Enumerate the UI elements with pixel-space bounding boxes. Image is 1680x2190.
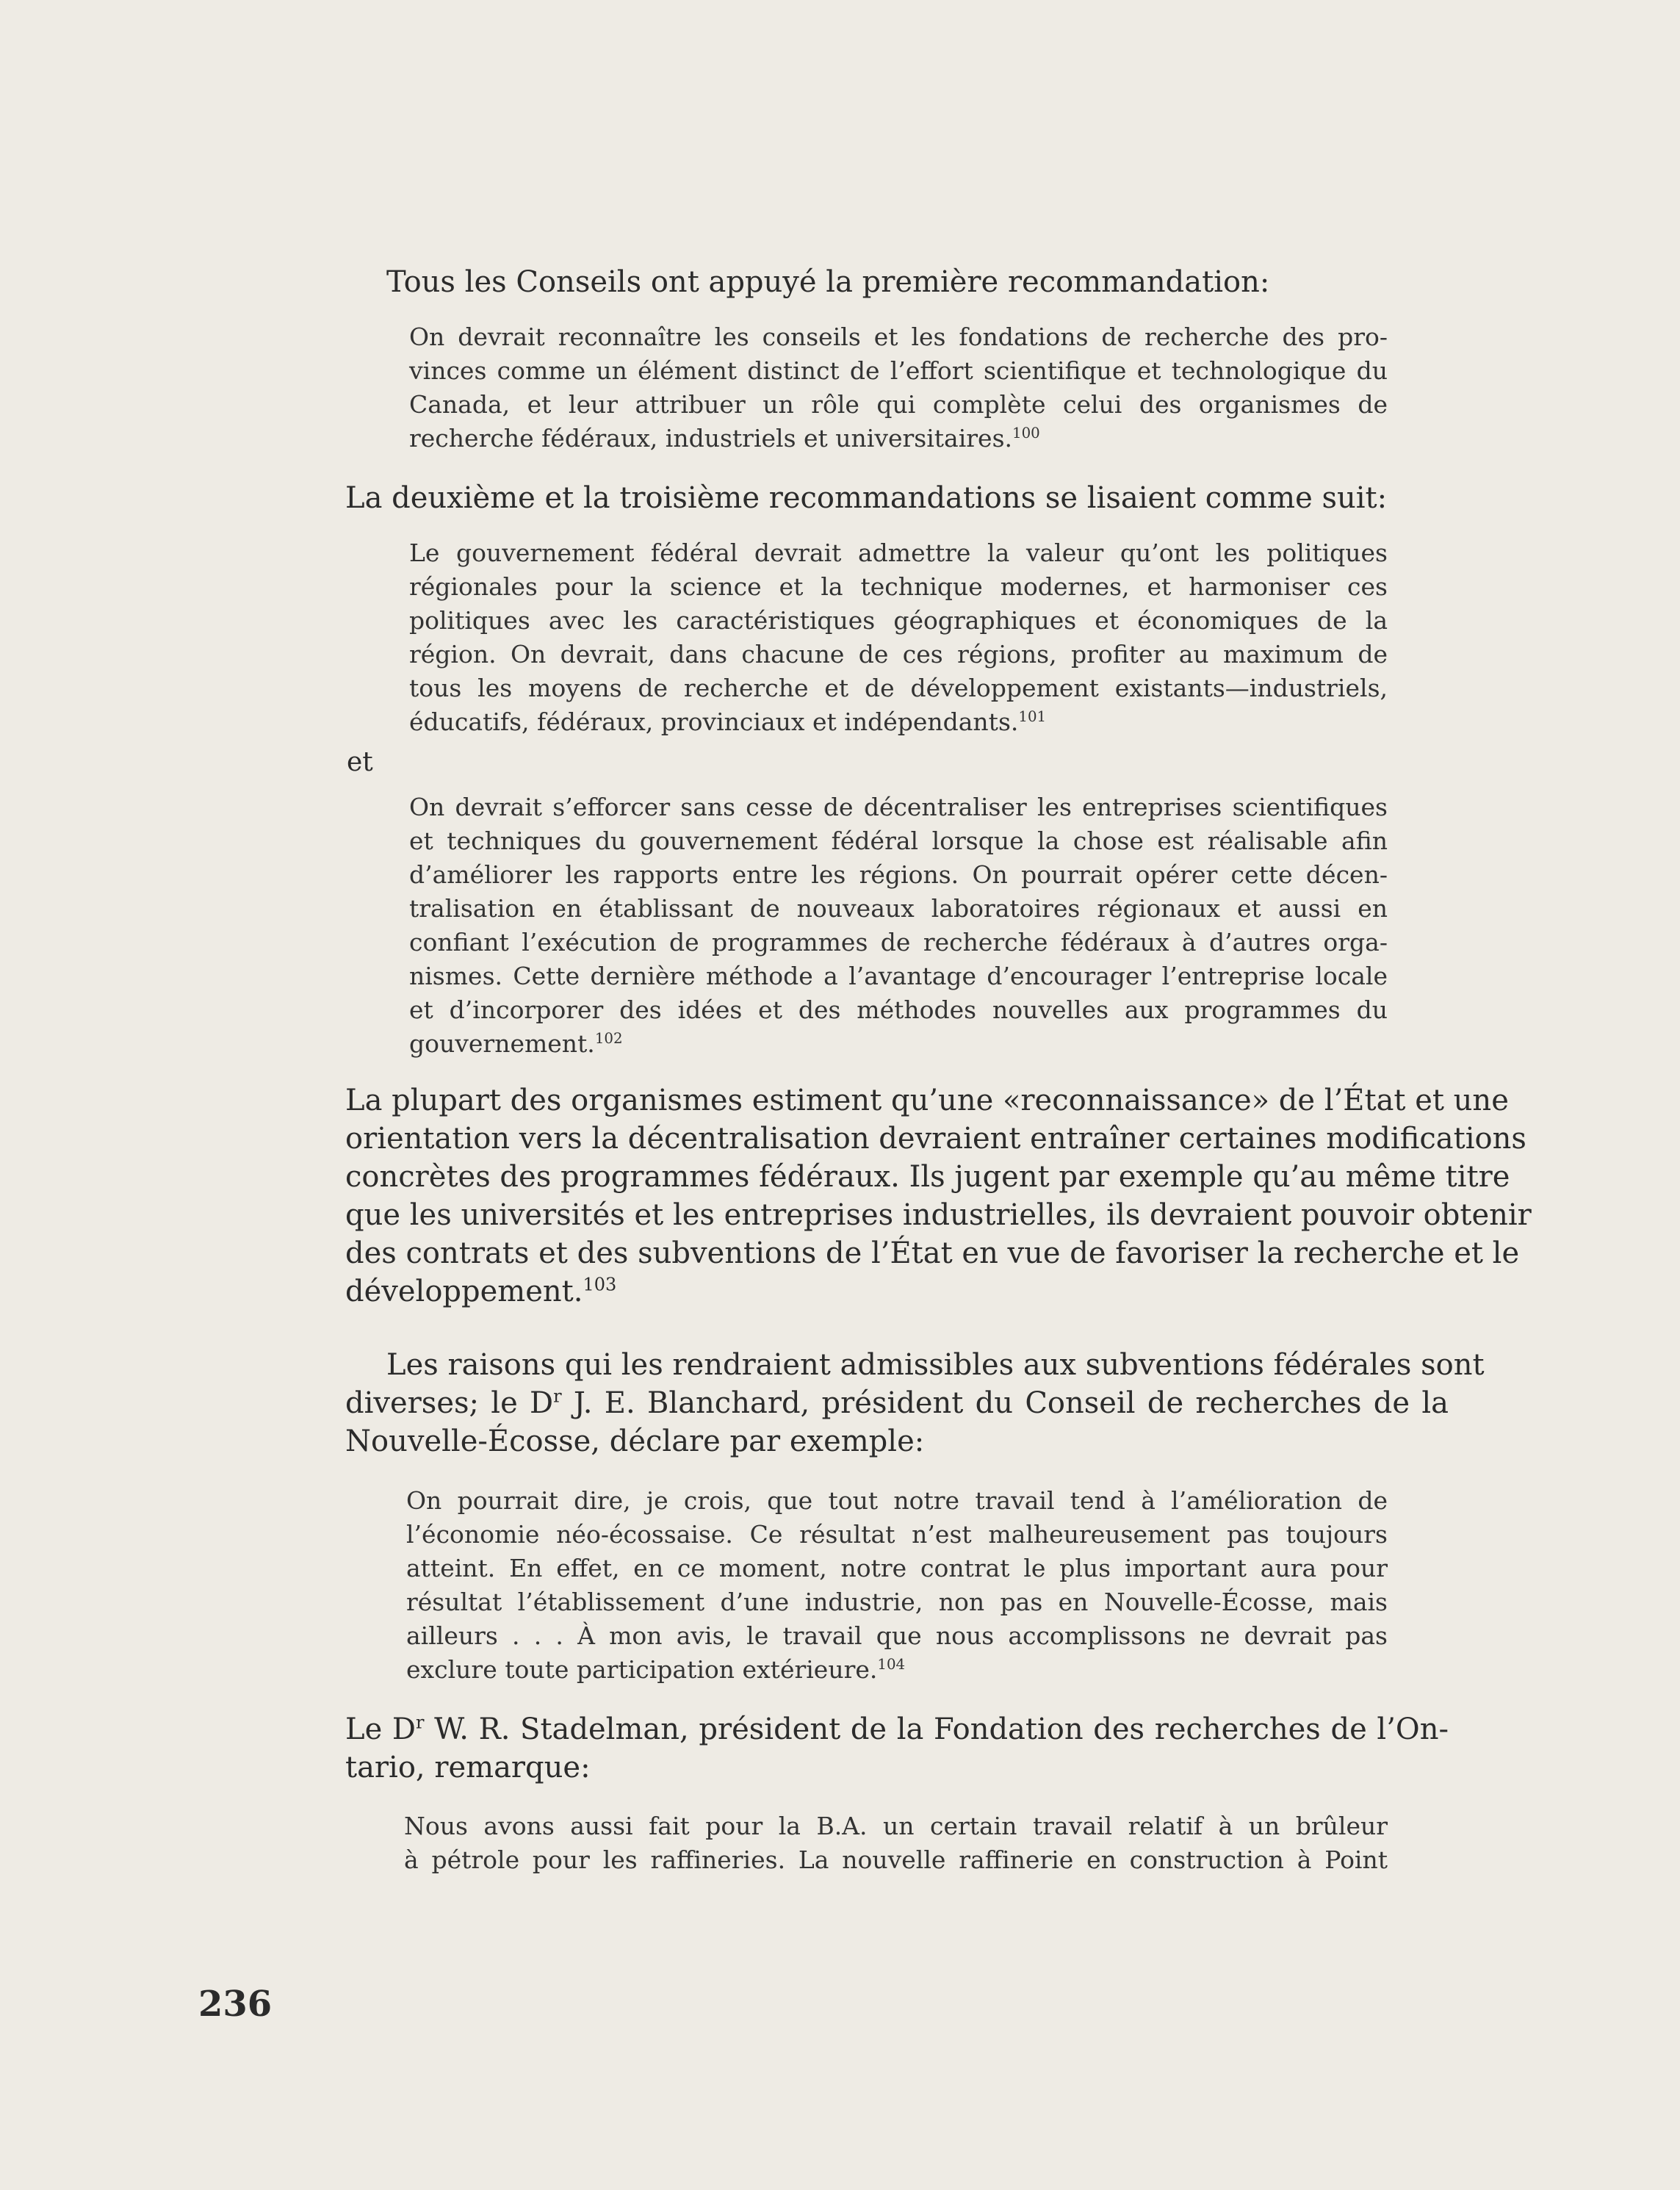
quote-line: Nous avons aussi fait pour la B.A. un certain travail relatif à un brûleur bbox=[404, 1812, 1388, 1840]
body-line: des contrats et des subventions de l’État en vue de favoriser la recherche et le bbox=[345, 1236, 1520, 1270]
body-line bbox=[345, 1710, 1449, 1748]
body-line: orientation vers la décentralisation devraient entraîner certaines modifications bbox=[345, 1122, 1526, 1156]
quote-line: tralisation en établissant de nouveaux laboratoires régionaux et aussi en bbox=[409, 894, 1388, 923]
quote-line-last bbox=[406, 1653, 905, 1687]
quote-line: à pétrole pour les raffineries. La nouvelle raffinerie en construction à Point bbox=[404, 1845, 1388, 1874]
quote-text: gouvernement. bbox=[409, 1029, 595, 1058]
quote-line: atteint. En effet, en ce moment, notre contrat le plus important aura pour bbox=[406, 1554, 1388, 1582]
quote-line-last bbox=[409, 705, 1046, 739]
quote-line: l’économie néo-écossaise. Ce résultat n’est malheureusement pas toujours bbox=[406, 1520, 1388, 1549]
quote-line: région. On devrait, dans chacune de ces régions, profiter au maximum de bbox=[409, 640, 1388, 669]
intro-line-2: La deuxième et la troisième recommandations se lisaient comme suit: bbox=[345, 481, 1388, 515]
quote-line: tous les moyens de recherche et de développement existants—industriels, bbox=[409, 674, 1388, 702]
body-line: Les raisons qui les rendraient admissibles aux subventions fédérales sont bbox=[386, 1348, 1485, 1382]
body-line: La plupart des organismes estiment qu’une «reconnaissance» de l’État et une bbox=[345, 1084, 1509, 1117]
quote-text: exclure toute participation extérieure. bbox=[406, 1655, 878, 1684]
quote-line: d’améliorer les rapports entre les régions. On pourrait opérer cette décen- bbox=[409, 860, 1388, 889]
quote-line: et d’incorporer des idées et des méthodes nouvelles aux programmes du bbox=[409, 995, 1388, 1024]
quote-line: confiant l’exécution de programmes de recherche fédéraux à d’autres orga- bbox=[409, 928, 1388, 957]
footnote-ref: 102 bbox=[594, 1030, 623, 1047]
intro-line: Tous les Conseils ont appuyé la première recommandation: bbox=[386, 265, 1270, 299]
footnote-ref: 101 bbox=[1018, 708, 1047, 725]
quote-line: On devrait reconnaître les conseils et les fondations de recherche des pro- bbox=[409, 323, 1388, 351]
body-line: que les universités et les entreprises industrielles, ils devraient pouvoir obtenir bbox=[345, 1198, 1532, 1232]
quote-line: On pourrait dire, je crois, que tout notre travail tend à l’amélioration de bbox=[406, 1486, 1388, 1515]
page-number: 236 bbox=[198, 1984, 273, 2025]
body-line-last: Nouvelle-Écosse, déclare par exemple: bbox=[345, 1424, 925, 1458]
body-text: J. E. Blanchard, président du Conseil de recherches de la bbox=[561, 1386, 1449, 1420]
quote-line: nismes. Cette dernière méthode a l’avantage d’encourager l’entreprise locale bbox=[409, 962, 1388, 990]
quote-line: Le gouvernement fédéral devrait admettre la valeur qu’ont les politiques bbox=[409, 539, 1388, 567]
body-text: W. R. Stadelman, président de la Fondation des recherches de l’On- bbox=[424, 1712, 1449, 1746]
quote-line: résultat l’établissement d’une industrie, non pas en Nouvelle-Écosse, mais bbox=[406, 1588, 1388, 1616]
quote-line-last bbox=[409, 1027, 623, 1061]
body-line: concrètes des programmes fédéraux. Ils jugent par exemple qu’au même titre bbox=[345, 1160, 1510, 1194]
quote-line: Canada, et leur attribuer un rôle qui complète celui des organismes de bbox=[409, 390, 1388, 419]
quote-line: politiques avec les caractéristiques géographiques et économiques de la bbox=[409, 606, 1388, 635]
quote-line: ailleurs . . . À mon avis, le travail que nous accomplissons ne devrait pas bbox=[406, 1621, 1388, 1650]
body-text: Le D bbox=[345, 1712, 416, 1746]
body-line bbox=[345, 1384, 1449, 1422]
body-line-last bbox=[345, 1272, 616, 1311]
body-line-last: tario, remarque: bbox=[345, 1751, 591, 1784]
footnote-ref: 103 bbox=[583, 1274, 617, 1295]
quote-text: recherche fédéraux, industriels et universitaires. bbox=[409, 424, 1013, 453]
superscript-r: r bbox=[553, 1386, 562, 1407]
quote-line: et techniques du gouvernement fédéral lorsque la chose est réalisable afin bbox=[409, 826, 1388, 855]
quote-line: régionales pour la science et la technique modernes, et harmoniser ces bbox=[409, 572, 1388, 601]
footnote-ref: 104 bbox=[877, 1656, 906, 1673]
body-text: développement. bbox=[345, 1275, 583, 1308]
quote-text: éducatifs, fédéraux, provinciaux et indépendants. bbox=[409, 707, 1019, 736]
quote-line-last bbox=[409, 422, 1040, 455]
superscript-r: r bbox=[415, 1712, 425, 1733]
quote-line: vinces comme un élément distinct de l’effort scientifique et technologique du bbox=[409, 356, 1388, 385]
body-text: diverses; le D bbox=[345, 1386, 554, 1420]
footnote-ref: 100 bbox=[1012, 425, 1040, 442]
quote-line: On devrait s’efforcer sans cesse de décentraliser les entreprises scientifiques bbox=[409, 793, 1388, 821]
conjunction-et: et bbox=[347, 747, 373, 777]
